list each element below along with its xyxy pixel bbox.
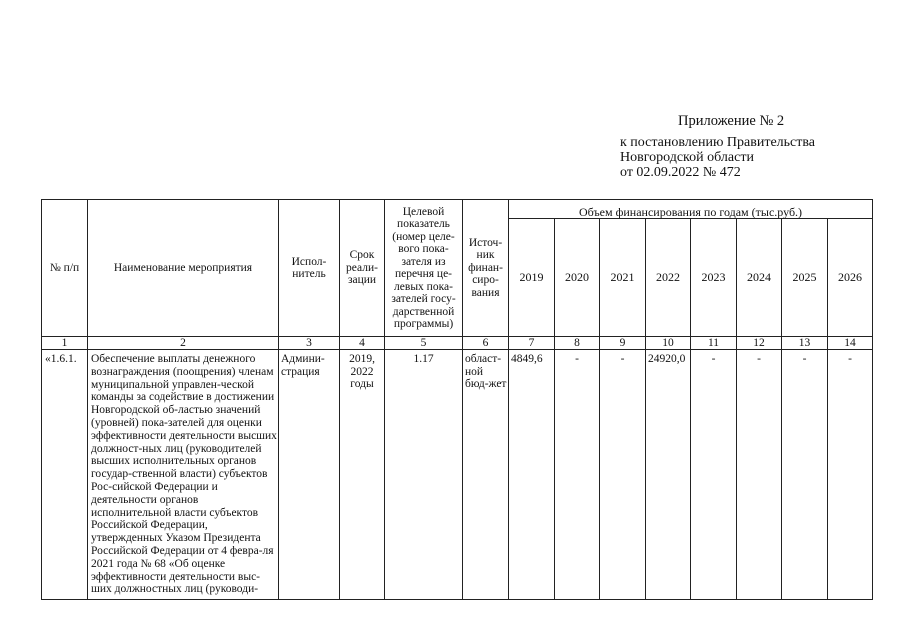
row-target: 1.17: [385, 350, 463, 600]
header-target: Целевой показатель (номер целе-вого пока-зателя из перечня це-левых пока-зателей госу-дарственной программы): [385, 200, 463, 337]
header-year: 2024: [737, 219, 782, 337]
column-number: 14: [828, 337, 873, 350]
row-value-2025: -: [782, 350, 828, 600]
row-value-2022: 24920,0: [646, 350, 691, 600]
table-row: [42, 350, 873, 600]
row-value-2021: -: [600, 350, 646, 600]
header-year: 2021: [600, 219, 646, 337]
column-number: 9: [600, 337, 646, 350]
annex-title: Приложение № 2: [678, 113, 785, 129]
annex-line-4: от 02.09.2022 № 472: [620, 165, 741, 180]
column-number: 11: [691, 337, 737, 350]
column-number: 10: [646, 337, 691, 350]
header-num: № п/п: [42, 200, 88, 337]
column-number-row: [42, 337, 873, 350]
row-number: «1.6.1.: [42, 350, 88, 600]
header-funding: Объем финансирования по годам (тыс.руб.): [509, 200, 873, 219]
header-executor: Испол-нитель: [279, 200, 340, 337]
column-number: 2: [88, 337, 279, 350]
header-term: Срок реали-зации: [340, 200, 385, 337]
activities-table: [41, 199, 873, 600]
column-number: 13: [782, 337, 828, 350]
column-number: 8: [555, 337, 600, 350]
header-source: Источ-ник финан-сиро-вания: [463, 200, 509, 337]
row-term: 2019, 2022 годы: [340, 350, 385, 600]
column-number: 5: [385, 337, 463, 350]
row-activity-name: Обеспечение выплаты денежного вознаграждения (поощрения) членам муниципальной управлен-ческой команды за содействие в достижении Новгородской об-ластью значений (уровней) пока-зателей для оценки эффективности деятельности высших должност-ных лиц (руководителей высших исполнительных органов государ-ственной власти) субъектов Рос-сийской Федерации и деятельности органов исполнительной власти субъектов Российской Федерации, утвержденных Указом Президента Российской Федерации от 4 февра-ля 2021 года № 68 «Об оценке эффективности деятельности выс-ших должностных лиц (руководи-: [88, 350, 279, 600]
column-number: 12: [737, 337, 782, 350]
annex-line-2: к постановлению Правительства: [620, 135, 816, 150]
header-name: Наименование мероприятия: [88, 200, 279, 337]
row-value-2023: -: [691, 350, 737, 600]
row-value-2026: -: [828, 350, 873, 600]
annex-header: [620, 114, 815, 180]
row-source: област-ной бюд-жет: [463, 350, 509, 600]
header-year: 2023: [691, 219, 737, 337]
header-year: 2022: [646, 219, 691, 337]
header-year: 2019: [509, 219, 555, 337]
row-value-2024: -: [737, 350, 782, 600]
row-value-2020: -: [555, 350, 600, 600]
column-number: 6: [463, 337, 509, 350]
column-number: 1: [42, 337, 88, 350]
header-year: 2025: [782, 219, 828, 337]
header-year: 2026: [828, 219, 873, 337]
row-value-2019: 4849,6: [509, 350, 555, 600]
annex-line-3: Новгородской области: [620, 150, 754, 165]
column-number: 7: [509, 337, 555, 350]
header-row-1: [42, 200, 873, 219]
row-executor: Админи-страция: [279, 350, 340, 600]
column-number: 3: [279, 337, 340, 350]
header-year: 2020: [555, 219, 600, 337]
column-number: 4: [340, 337, 385, 350]
